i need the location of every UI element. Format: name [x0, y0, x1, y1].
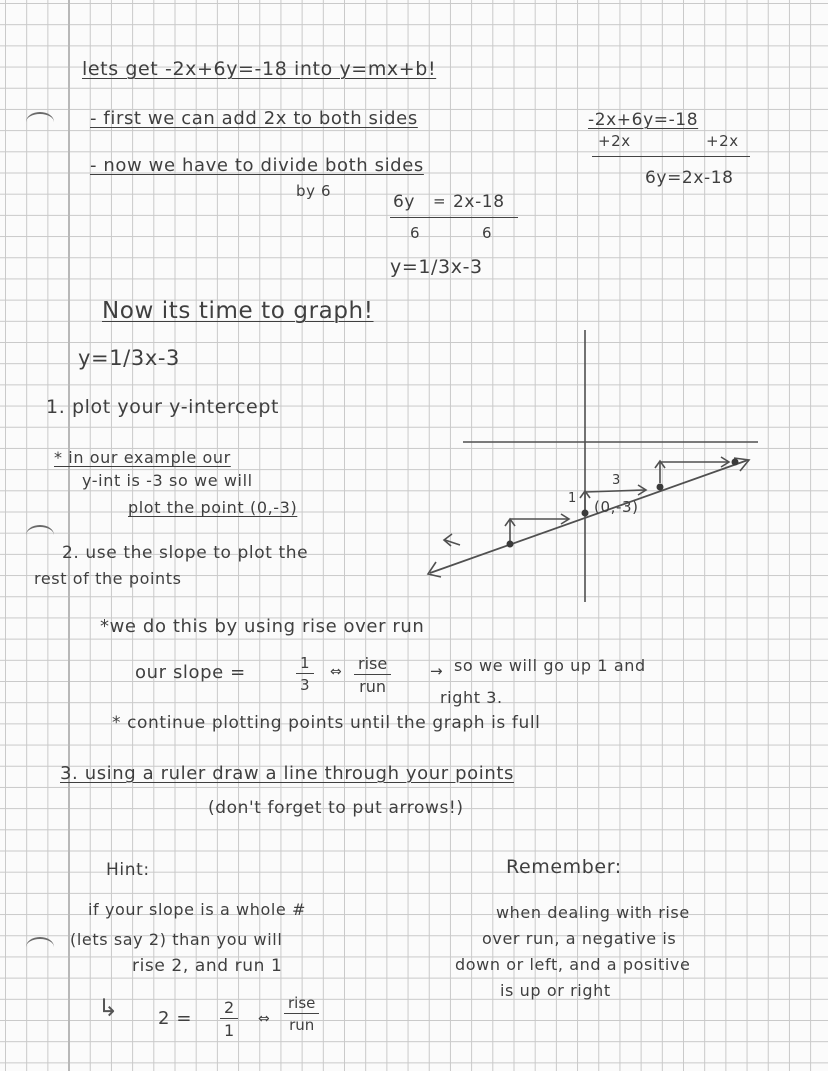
point-2: [657, 484, 664, 491]
graph-heading: Now its time to graph!: [102, 298, 374, 324]
slope-label: our slope =: [135, 662, 246, 683]
result-equation: y=1/3x-3: [390, 256, 483, 278]
remember-title: Remember:: [506, 856, 622, 878]
remember-line3: down or left, and a positive: [455, 955, 691, 974]
remember-line1: when dealing with rise: [496, 903, 690, 922]
step-add-2x: - first we can add 2x to both sides: [90, 108, 418, 129]
hint-rise-run-fraction: [284, 994, 319, 1034]
equivalent-arrow-icon: ⇔: [330, 664, 343, 680]
hint-equivalent-icon: ⇔: [258, 1011, 271, 1027]
rise-value-label: 1: [568, 491, 577, 506]
run-value-label: 3: [612, 473, 621, 488]
division-equals: =: [433, 192, 447, 210]
division-left-denominator: 6: [410, 224, 421, 242]
hint-fraction: [220, 998, 238, 1040]
equation-to-graph: y=1/3x-3: [78, 346, 180, 370]
step-3-line2: (don't forget to put arrows!): [208, 798, 464, 818]
plotted-line: [430, 460, 748, 573]
division-right-denominator: 6: [482, 224, 493, 242]
hint-eq-denominator: 1: [224, 1021, 235, 1040]
hint-title: Hint:: [106, 860, 150, 880]
continue-note: * continue plotting points until the graph is full: [112, 713, 541, 733]
step-2-line2: rest of the points: [34, 569, 182, 588]
hint-eq-run: run: [289, 1016, 315, 1034]
step-divide: - now we have to divide both sides: [90, 155, 424, 176]
rise-label: rise: [354, 654, 391, 675]
slope-explain-line1: so we will go up 1 and: [454, 656, 646, 675]
point-4: [507, 541, 514, 548]
step-3-line1: 3. using a ruler draw a line through your points: [60, 763, 514, 784]
division-left-numerator: 6y: [393, 192, 416, 212]
side-work-add-right: +2x: [706, 132, 739, 150]
slope-denominator: 3: [300, 676, 310, 694]
side-work-result: 6y=2x-18: [645, 168, 734, 188]
hint-curved-arrow-icon: ↳: [98, 994, 119, 1022]
hint-line1: if your slope is a whole #: [88, 900, 307, 919]
remember-line2: over run, a negative is: [482, 929, 677, 948]
division-right-numerator: 2x-18: [453, 192, 505, 212]
step-1-note-line1: * in our example our: [54, 448, 231, 467]
explain-arrow-icon: →: [430, 662, 444, 680]
remember-line4: is up or right: [500, 981, 611, 1000]
point-label: (0,-3): [594, 498, 639, 516]
side-work-original: -2x+6y=-18: [588, 110, 699, 130]
step-1-note-line3: plot the point (0,-3): [128, 498, 298, 517]
hint-line3: rise 2, and run 1: [132, 956, 283, 976]
slope-explain-line2: right 3.: [440, 688, 503, 707]
hint-eq-numerator: 2: [220, 998, 238, 1019]
step-1-note-line2: y-int is -3 so we will: [82, 471, 253, 490]
step-by-6: by 6: [296, 182, 332, 200]
run-arrow-1: [585, 490, 645, 492]
point-y-intercept: [582, 510, 589, 517]
page-title: lets get -2x+6y=-18 into y=mx+b!: [82, 58, 437, 80]
run-label: run: [359, 677, 387, 696]
hint-eq-left: 2 =: [158, 1008, 193, 1029]
side-work-add-left: +2x: [598, 132, 631, 150]
point-3: [732, 459, 739, 466]
slope-numerator: 1: [296, 654, 314, 674]
hint-eq-rise: rise: [284, 994, 319, 1014]
step-2-line1: 2. use the slope to plot the: [62, 543, 309, 563]
rise-over-run-note: *we do this by using rise over run: [100, 616, 425, 637]
step-1-label: 1. plot your y-intercept: [46, 396, 280, 418]
hint-line2: (lets say 2) than you will: [70, 930, 283, 949]
